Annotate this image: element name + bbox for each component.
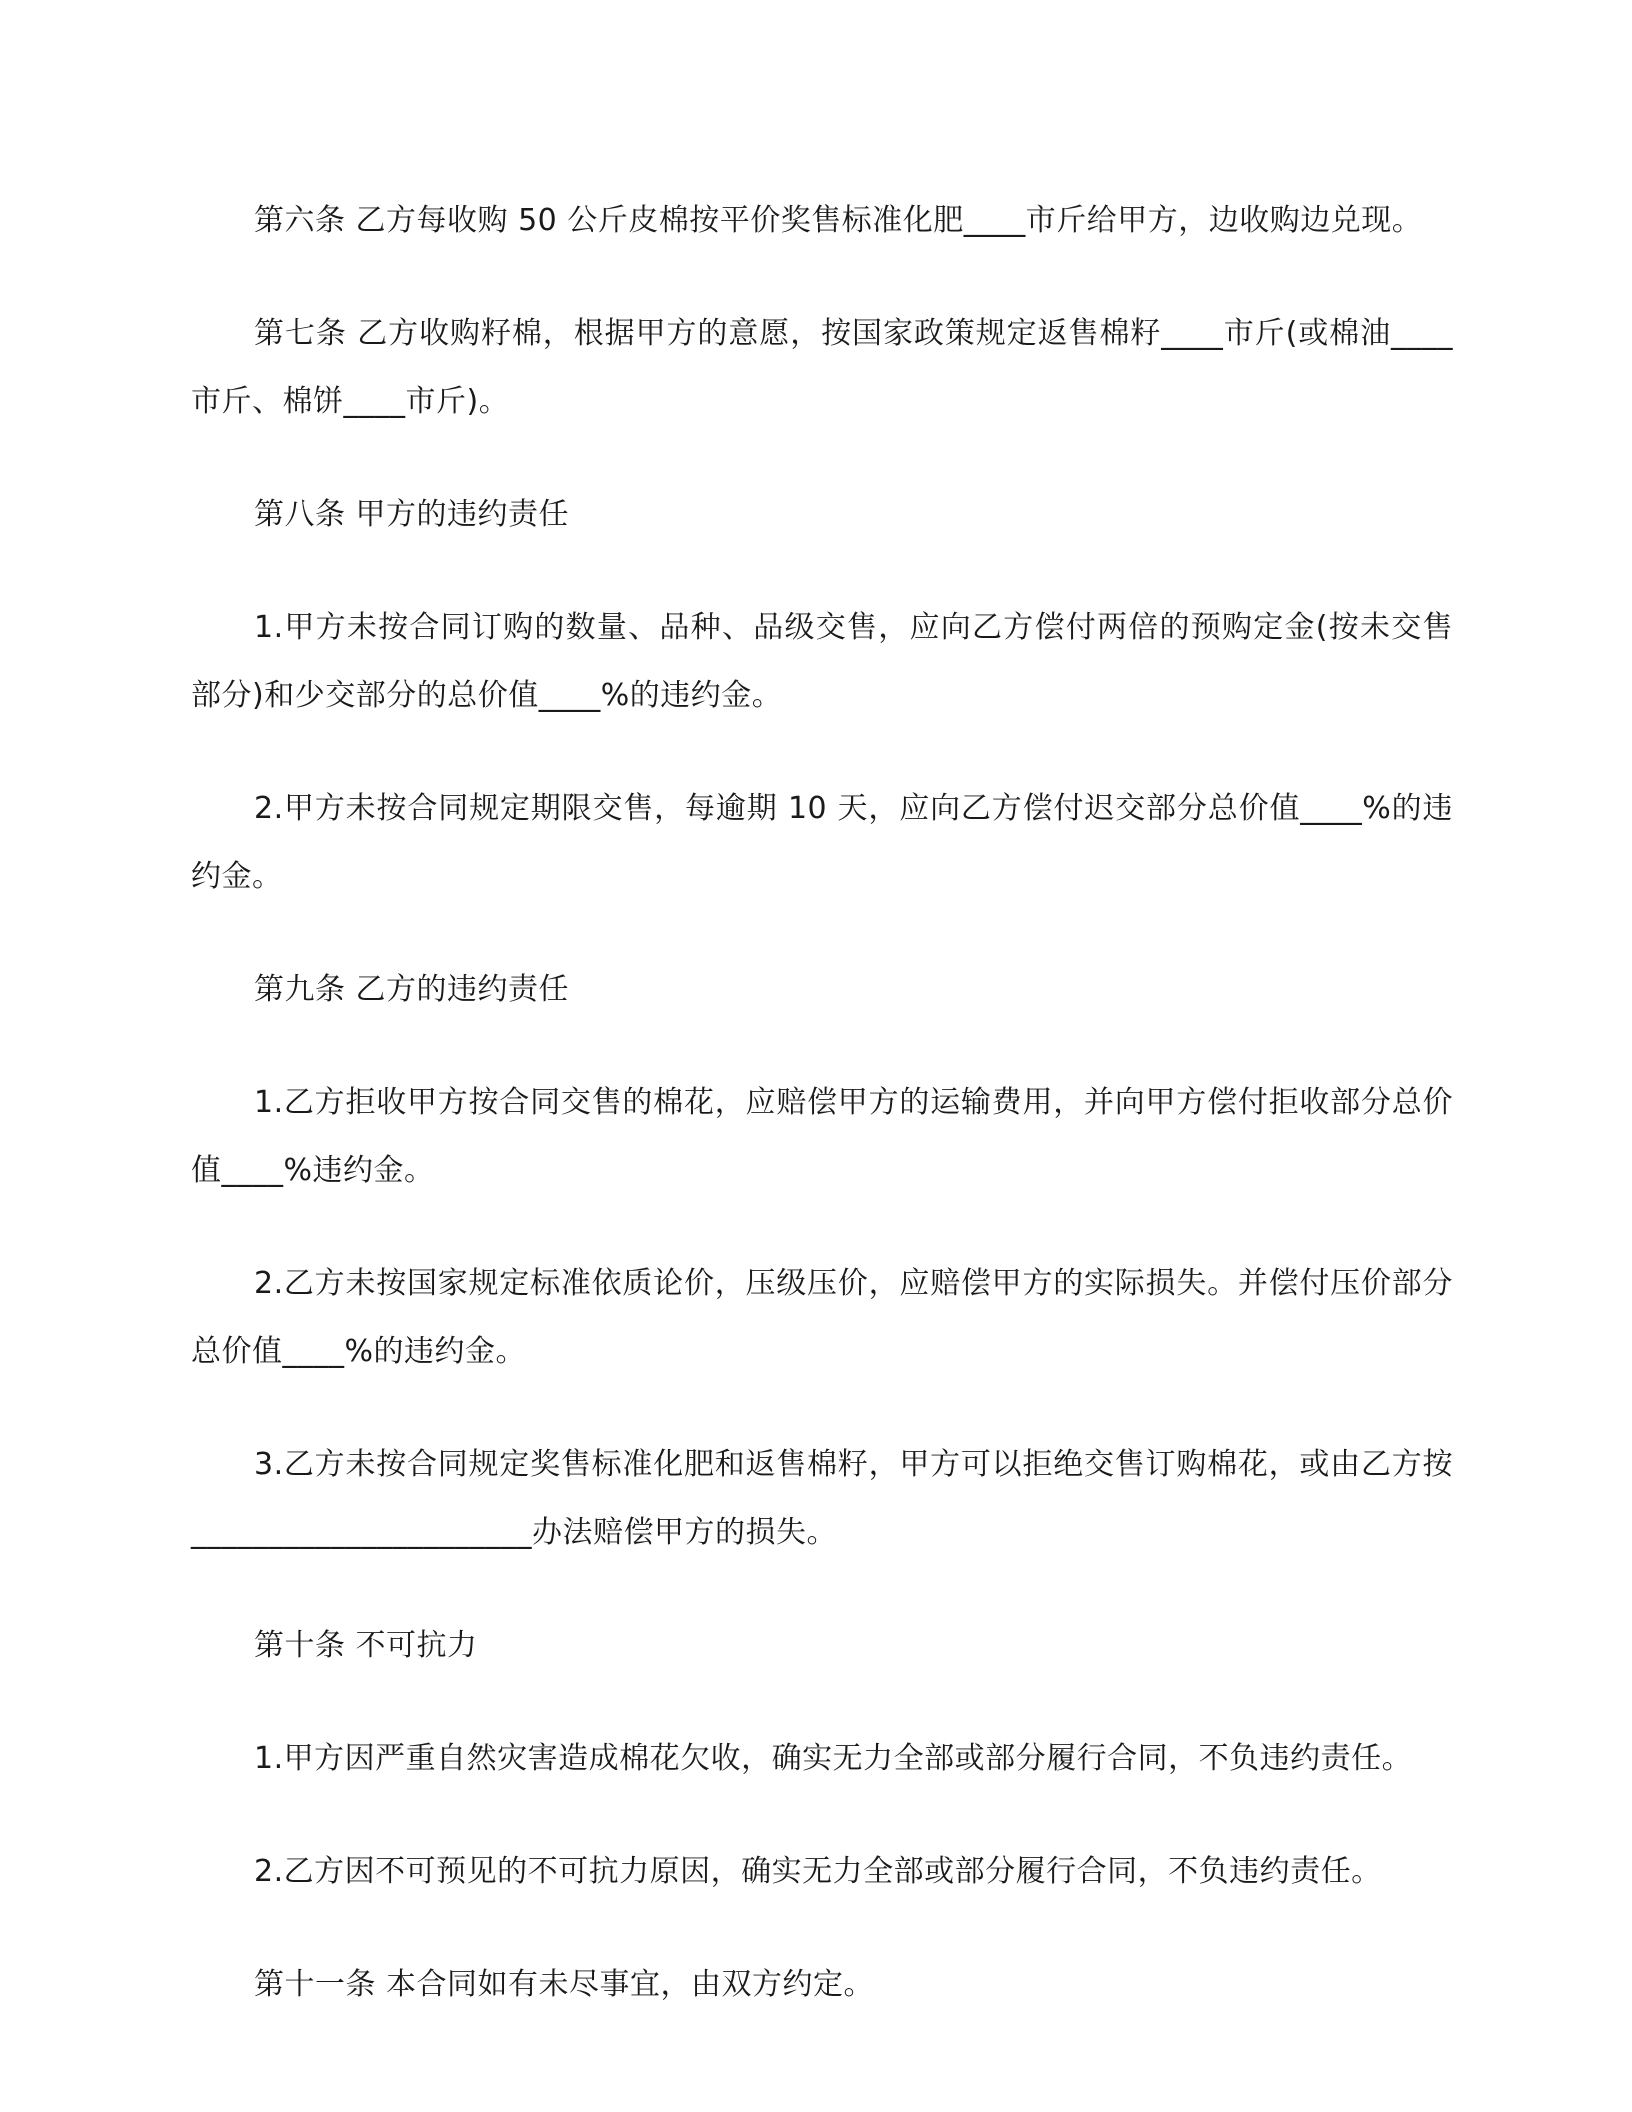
article-9-clause-1: 1.乙方拒收甲方按合同交售的棉花，应赔偿甲方的运输费用，并向甲方偿付拒收部分总价值____%违约金。 <box>191 1085 1453 1188</box>
article-8-clause-2: 2.甲方未按合同规定期限交售，每逾期 10 天，应向乙方偿付迟交部分总价值____%的违约金。 <box>191 791 1453 894</box>
article-7-paragraph: 第七条 乙方收购籽棉，根据甲方的意愿，按国家政策规定返售棉籽____市斤(或棉油____市斤、棉饼____市斤)。 <box>191 316 1453 419</box>
article-8-heading: 第八条 甲方的违约责任 <box>254 497 570 532</box>
article-11-paragraph: 第十一条 本合同如有未尽事宜，由双方约定。 <box>254 1967 875 2002</box>
article-6-paragraph: 第六条 乙方每收购 50 公斤皮棉按平价奖售标准化肥____市斤给甲方，边收购边兑现。 <box>254 203 1423 238</box>
document-body <box>191 187 1453 2064</box>
article-10-clause-1: 1.甲方因严重自然灾害造成棉花欠收，确实无力全部或部分履行合同，不负违约责任。 <box>254 1741 1413 1776</box>
article-8-clause-1: 1.甲方未按合同订购的数量、品种、品级交售，应向乙方偿付两倍的预购定金(按未交售部分)和少交部分的总价值____%的违约金。 <box>191 610 1453 713</box>
article-10-clause-2: 2.乙方因不可预见的不可抗力原因，确实无力全部或部分履行合同，不负违约责任。 <box>254 1854 1382 1889</box>
article-9-clause-3: 3.乙方未按合同规定奖售标准化肥和返售棉籽，甲方可以拒绝交售订购棉花，或由乙方按______________________办法赔偿甲方的损失。 <box>191 1447 1453 1550</box>
article-9-heading: 第九条 乙方的违约责任 <box>254 972 570 1007</box>
article-10-heading: 第十条 不可抗力 <box>254 1628 478 1663</box>
article-9-clause-2: 2.乙方未按国家规定标准依质论价，压级压价，应赔偿甲方的实际损失。并偿付压价部分总价值____%的违约金。 <box>191 1266 1453 1369</box>
